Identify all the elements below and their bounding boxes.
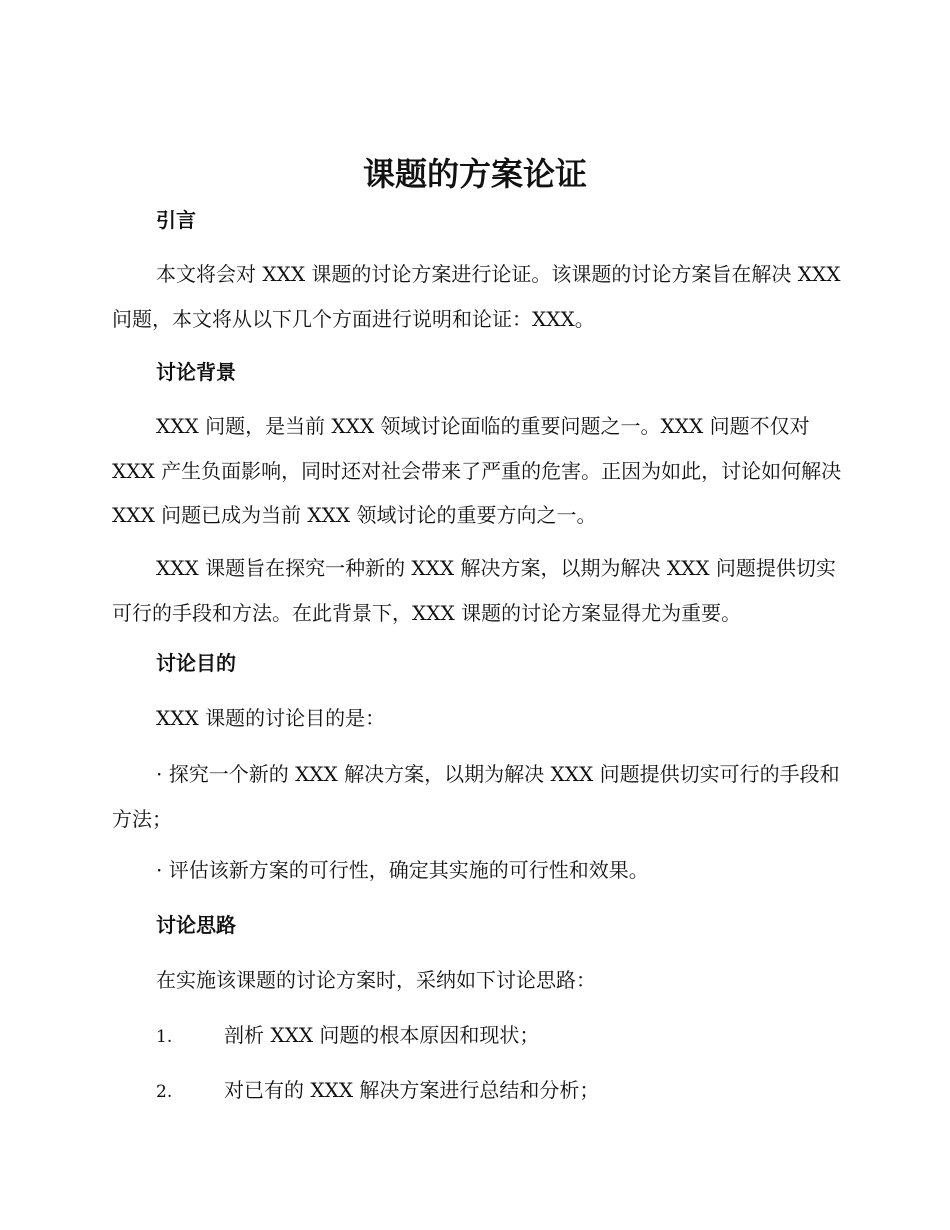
page-title: 课题的方案论证 <box>362 155 587 193</box>
list-item-number: 1. <box>156 1027 173 1047</box>
list-item-text: 剖析 XXX 问题的根本原因和现状； <box>224 1023 540 1047</box>
paragraph-purpose-bullet-2: · 评估该新方案的可行性，确定其实施的可行性和效果。 <box>156 858 649 882</box>
paragraph-purpose-bullet-1: · 探究一个新的 XXX 解决方案，以期为解决 XXX 问题提供切实可行的手段和方法； <box>112 762 840 831</box>
list-item-number: 2. <box>156 1082 173 1102</box>
list-item-text: 对已有的 XXX 解决方案进行总结和分析； <box>224 1078 600 1102</box>
section-heading-intro: 引言 <box>156 208 196 232</box>
section-heading-approach: 讨论思路 <box>156 913 236 937</box>
section-heading-purpose: 讨论目的 <box>156 651 236 675</box>
paragraph-approach-intro: 在实施该课题的讨论方案时，采纳如下讨论思路： <box>156 968 596 992</box>
paragraph-intro: 本文将会对 XXX 课题的讨论方案进行论证。该课题的讨论方案旨在解决 XXX 问题，本文将从以下几个方面进行说明和论证：XXX。 <box>112 262 841 331</box>
list-item <box>156 1020 842 1052</box>
section-heading-background: 讨论背景 <box>156 360 236 384</box>
list-item <box>156 1075 842 1107</box>
paragraph-background-2: XXX 课题旨在探究一种新的 XXX 解决方案，以期为解决 XXX 问题提供切实可行的手段和方法。在此背景下，XXX 课题的讨论方案显得尤为重要。 <box>112 556 836 625</box>
paragraph-purpose-intro: XXX 课题的讨论目的是： <box>156 706 386 730</box>
paragraph-background-1: XXX 问题，是当前 XXX 领域讨论面临的重要问题之一。XXX 问题不仅对 XXX 产生负面影响，同时还对社会带来了严重的危害。正因为如此，讨论如何解决 XXX 问题已成为当前 XXX 领域讨论的重要方向之一。 <box>112 414 842 527</box>
